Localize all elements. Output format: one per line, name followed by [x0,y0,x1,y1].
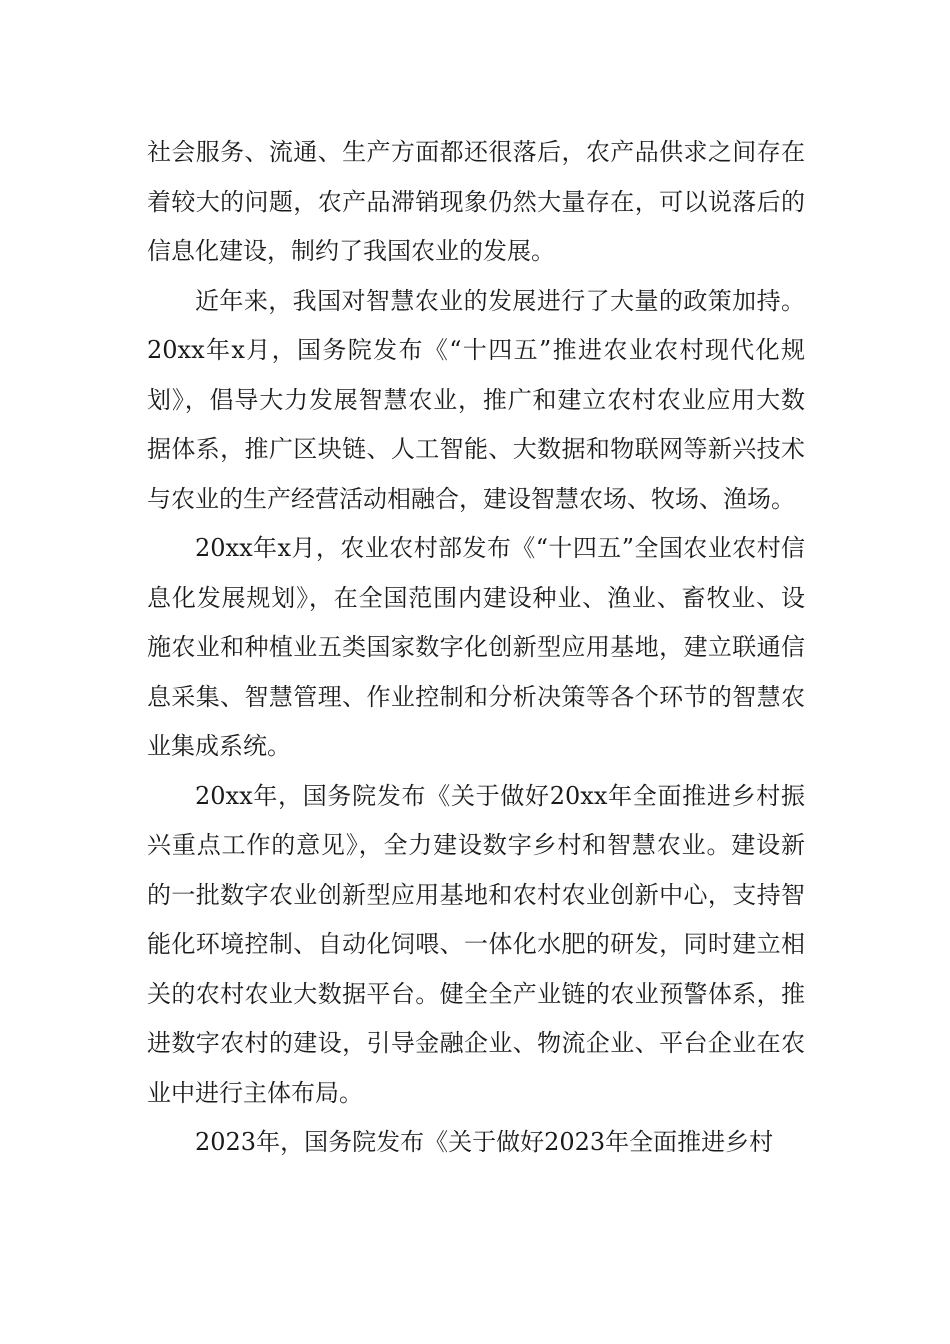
paragraph-4: 20xx年，国务院发布《关于做好20xx年全面推进乡村振兴重点工作的意见》，全力建设数字乡村和智慧农业。建设新的一批数字农业创新型应用基地和农村农业创新中心，支持智能化环境控制、自动化饲喂、一体化水肥的研发，同时建立相关的农村农业大数据平台。健全全产业链的农业预警体系，推进数字农村的建设，引导金融企业、物流企业、平台企业在农业中进行主体布局。 [147,781,805,1107]
paragraph-1: 社会服务、流通、生产方面都还很落后，农产品供求之间存在着较大的问题，农产品滞销现象仍然大量存在，可以说落后的信息化建设，制约了我国农业的发展。 [147,138,805,265]
paragraph-2: 近年来，我国对智慧农业的发展进行了大量的政策加持。20xx年x月，国务院发布《“十四五”推进农业农村现代化规划》，倡导大力发展智慧农业，推广和建立农村农业应用大数据体系，推广区块链、人工智能、大数据和物联网等新兴技术与农业的生产经营活动相融合，建设智慧农场、牧场、渔场。 [147,286,805,513]
document-body [147,128,805,1168]
paragraph-5: 2023年，国务院发布《关于做好2023年全面推进乡村 [195,1128,774,1156]
paragraph-3: 20xx年x月，农业农村部发布《“十四五”全国农业农村信息化发展规划》，在全国范围内建设种业、渔业、畜牧业、设施农业和种植业五类国家数字化创新型应用基地，建立联通信息采集、智慧管理、作业控制和分析决策等各个环节的智慧农业集成系统。 [147,534,805,760]
